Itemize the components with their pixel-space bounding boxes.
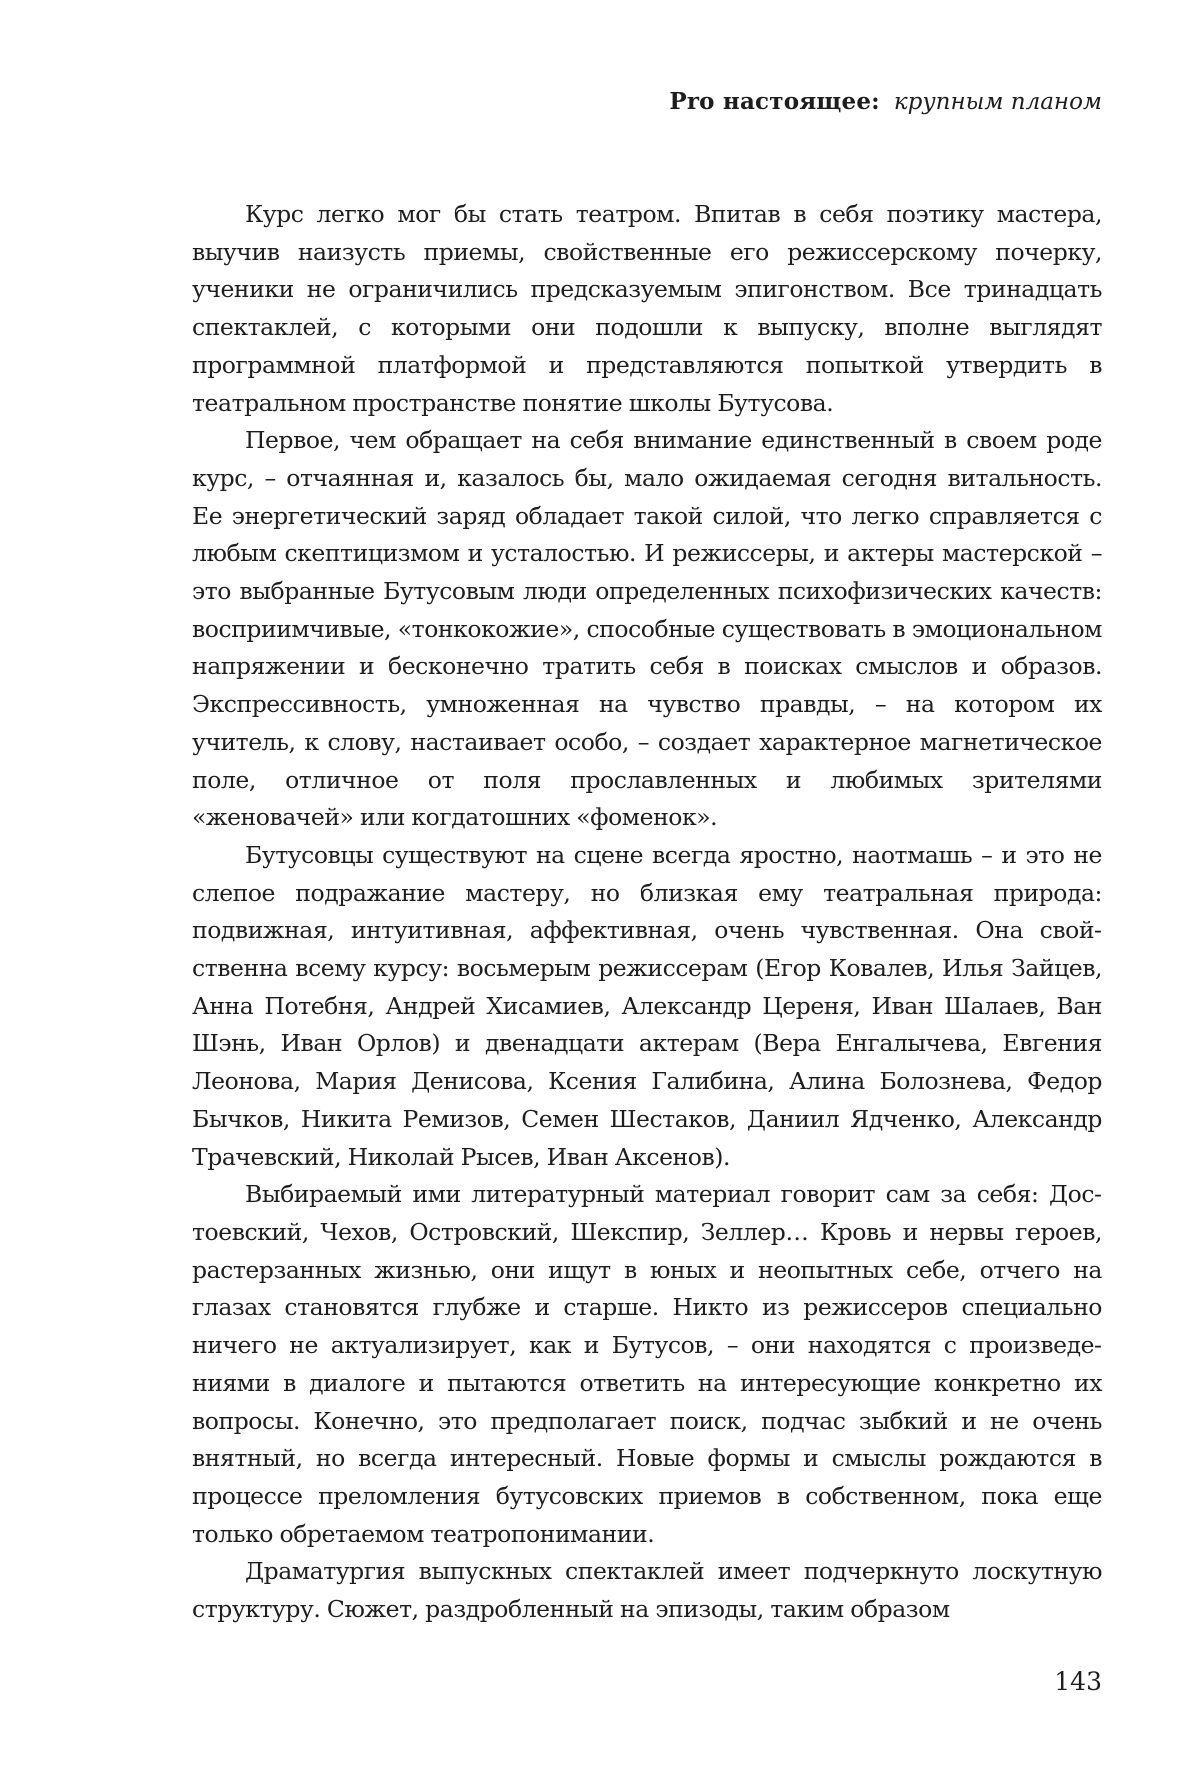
running-head-subtitle: крупным планом (894, 89, 1102, 115)
paragraph-2: Первое, чем обращает на себя внимание единственный в своем роде курс, – отчаянная и, казалось бы, мало ожидаемая сегодня витальность. Ее энергетический заряд обладает такой силой, что легко справляется с любым скептицизмом и усталостью. И режиссеры, и актеры мастер­ской – это выбранные Бутусовым люди определенных психофизичес­ких качеств: восприимчивые, «тонкокожие», способные существовать в эмоциональном напряжении и бесконечно тратить себя в поисках смыслов и образов. Экспрессивность, умноженная на чувство правды, – на котором их учитель, к слову, настаивает особо, – создает характерное магнетическое поле, отличное от поля прославленных и любимых зри­телями «женовачей» или когдатошних «фоменок». (192, 422, 1102, 837)
paragraph-5: Драматургия выпускных спектаклей имеет подчеркнуто лоскут­ную структуру. Сюжет, раздробленный на эпизоды, таким образом (192, 1553, 1102, 1628)
paragraph-1: Курс легко мог бы стать театром. Впитав в себя поэтику мастера, выучив наизусть приемы, свойственные его режиссерскому почерку, ученики не ограничились предсказуемым эпигонством. Все тринад­цать спектаклей, с которыми они подошли к выпуску, вполне выгля­дят программной платформой и представляются попыткой утвердить в театральном пространстве понятие школы Бутусова. (192, 196, 1102, 422)
page-number: 143 (1054, 1666, 1102, 1698)
running-head-title: Pro настоящее: (669, 88, 880, 115)
paragraph-4: Выбираемый ими литературный материал говорит сам за себя: Дос­тоевский, Чехов, Островский, Шекспир, Зеллер… Кровь и нервы героев, растерзанных жизнью, они ищут в юных и неопытных себе, отчего на глазах становятся глубже и старше. Никто из режиссеров специально ничего не актуализирует, как и Бутусов, – они находятся с произведе­ниями в диалоге и пытаются ответить на интересующие конкретно их вопросы. Конечно, это предполагает поиск, подчас зыбкий и не очень внятный, но всегда интересный. Новые формы и смыслы рождаются в процессе преломления бутусовских приемов в собственном, пока еще только обретаемом театропонимании. (192, 1176, 1102, 1553)
paragraph-3: Бутусовцы существуют на сцене всегда яростно, наотмашь – и это не слепое подражание мастеру, но близкая ему театральная природа: подвижная, интуитивная, аффективная, очень чувственная. Она свой­ственна всему курсу: восьмерым режиссерам (Егор Ковалев, Илья Зай­цев, Анна Потебня, Андрей Хисамиев, Александр Цереня, Иван Шалаев, Ван Шэнь, Иван Орлов) и двенадцати актерам (Вера Енгалычева, Евгения Леонова, Мария Денисова, Ксения Галибина, Алина Болознева, Федор Бычков, Никита Ремизов, Семен Шестаков, Даниил Ядченко, Александр Трачевский, Николай Рысев, Иван Аксенов). (192, 837, 1102, 1176)
body-text (192, 196, 1102, 1629)
running-head (669, 86, 1102, 118)
